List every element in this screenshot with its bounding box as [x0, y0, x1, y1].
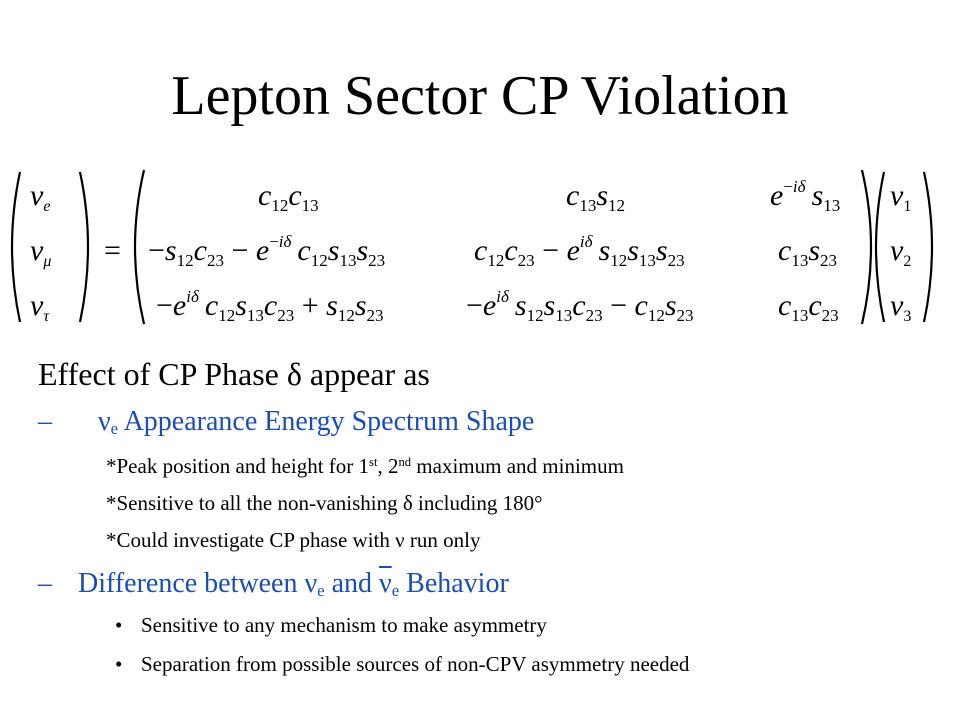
nu-subscript: e: [391, 581, 400, 601]
effect-heading: Effect of CP Phase δ appear as: [38, 356, 430, 392]
lhs-nu-e: $\nu_e$: [30, 179, 51, 215]
rhs-right-paren: [924, 172, 932, 322]
matrix-cell-3-2: $-e^{i\delta}$ $s_{12}s_{13}c_{23} - c_{12}s_{23}$: [466, 287, 694, 325]
item-dash: –: [38, 568, 52, 599]
sub-text: maximum and minimum: [411, 454, 624, 478]
matrix-cell-3-1: $-e^{i\delta}$ $c_{12}s_{13}c_{23} + s_{12}s_{23}$: [156, 287, 384, 325]
item-text: Difference between ν: [78, 568, 318, 599]
slide-title: Lepton Sector CP Violation: [171, 65, 789, 127]
item-text: Appearance Energy Spectrum Shape: [118, 406, 535, 437]
matrix-cell-2-3: $c_{13}s_{23}$: [778, 234, 838, 270]
item-dash: –: [38, 406, 52, 437]
superscript: st: [369, 455, 378, 470]
sub-point-investigate: *Could investigate CP phase with ν run only: [106, 528, 481, 552]
sub-point-peak: [106, 454, 624, 479]
antineutrino-symbol: $\overline{\nu}$: [379, 568, 392, 599]
item-appearance-spectrum: [38, 406, 534, 439]
matrix-cell-1-3: e−iδ $s_{13}$: [770, 177, 841, 215]
bullet-item-asymmetry: [115, 613, 547, 638]
nu-symbol: ν: [98, 406, 111, 437]
lhs-right-paren: [80, 172, 88, 322]
matrix-cell-2-1: $-s_{12}c_{23} - e^-i\delta$ $c_{12}s_{13}s_{23}$: [148, 232, 386, 270]
matrix-cell-3-3: $c_{13}c_{23}$: [778, 289, 839, 325]
lhs-left-paren: [12, 172, 20, 322]
lhs-nu-tau: $\nu_\tau$: [30, 289, 50, 325]
bullet-icon: •: [115, 613, 123, 637]
matrix-right-paren: [862, 170, 871, 324]
nu-subscript: e: [317, 581, 325, 601]
matrix-cell-1-1: $c_{12}c_{13}$: [258, 179, 319, 215]
lhs-nu-mu: $\nu_\mu$: [30, 234, 52, 270]
bullet-icon: •: [115, 652, 123, 676]
rhs-nu-2: $\nu_2$: [890, 234, 912, 270]
rhs-nu-3: $\nu_3$: [890, 289, 912, 325]
matrix-left-paren: [135, 170, 144, 324]
mns-mixing-matrix-equation: [0, 160, 960, 335]
sub-text: , 2: [377, 454, 399, 478]
bullet-text: Separation from possible sources of non-CPV asymmetry needed: [141, 652, 690, 676]
equals-sign: =: [104, 234, 121, 267]
rhs-left-paren: [876, 172, 884, 322]
item-difference-behavior: [38, 568, 509, 601]
sub-point-sensitive: *Sensitive to all the non-vanishing δ including 180°: [106, 491, 543, 515]
sub-text: *Peak position and height for 1: [106, 454, 370, 478]
nu-subscript: e: [110, 419, 119, 439]
superscript: nd: [398, 455, 412, 470]
item-text: Behavior: [399, 568, 509, 599]
bullet-item-separation: [115, 652, 689, 677]
rhs-nu-1: $\nu_1$: [890, 179, 912, 215]
item-text: and: [324, 568, 380, 599]
bullet-text: Sensitive to any mechanism to make asymmetry: [141, 613, 547, 637]
matrix-cell-1-2: $c_{13}s_{12}$: [566, 179, 626, 215]
matrix-cell-2-2: $c_{12}c_{23} - e^{i\delta}$ $s_{12}s_{13}s_{23}$: [474, 232, 685, 270]
